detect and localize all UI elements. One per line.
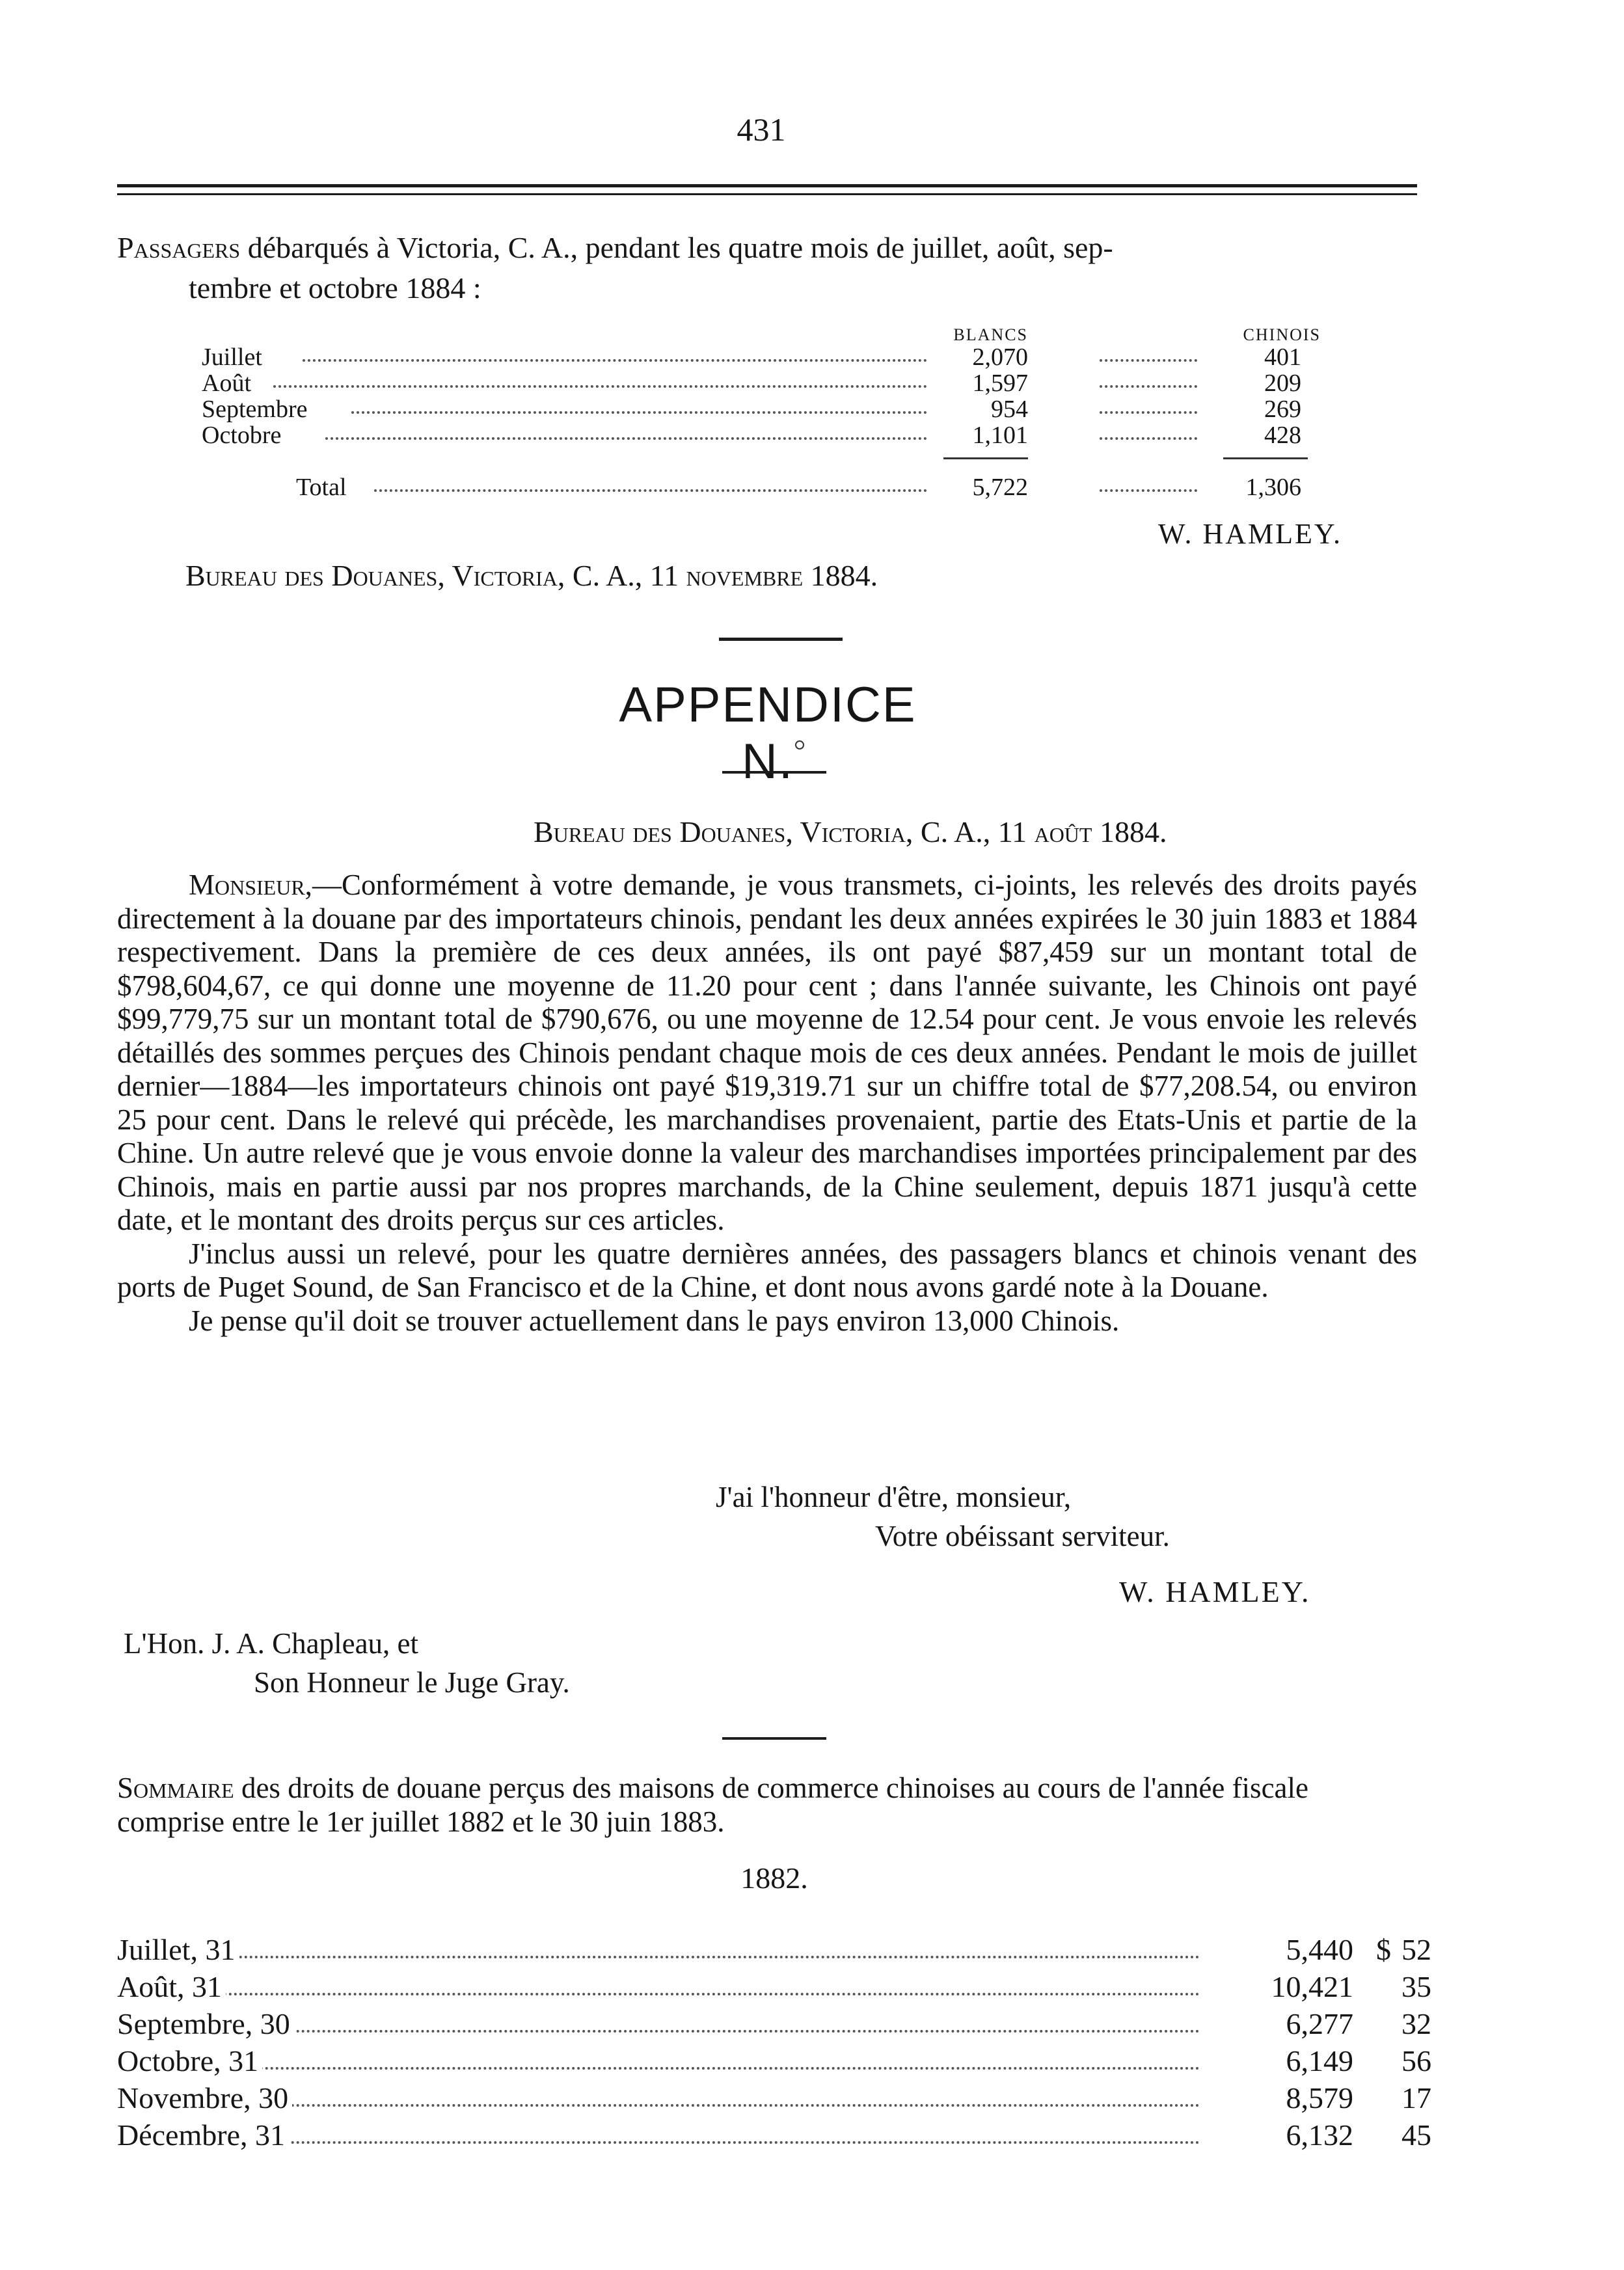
addressee-line-1	[124, 1627, 418, 1660]
passengers-caption	[117, 228, 1417, 308]
total-label: Total	[296, 474, 347, 501]
header-rule-thin	[117, 193, 1417, 195]
total-blancs: 5,722	[972, 474, 1028, 501]
month-label: Octobre	[202, 422, 282, 449]
leader-dots	[273, 385, 927, 388]
chinois-value: 209	[1264, 370, 1301, 397]
letter-body	[117, 869, 1417, 1338]
caption-text-line2: tembre et octobre 1884 :	[189, 271, 481, 304]
summary-row-cents: 35	[1401, 1970, 1431, 2003]
ornament-dot	[795, 740, 804, 750]
closing-line-2: Votre obéissant serviteur.	[875, 1520, 1170, 1552]
passenger-total-row	[0, 475, 1366, 500]
letter-paragraph-3: Je pense qu'il doit se trouver actuellement dans le pays environ 13,000 Chinois.	[189, 1304, 1120, 1337]
summary-row-label: Octobre, 31	[117, 2044, 262, 2079]
paragraph-text: —Conformément à votre demande, je vous transmets, ci-joints, les relevés des droits payés directement à la douane par des importateurs chinois, pendant les deux années expirées le 30 juin 1883 et 1884 respectivement. Dans la première de ces deux années, ils ont payé $87,459 sur un montant total de $798,604,67, ce qui donne une moyenne de 11.20 pour cent ; dans l'année suivante, les Chinois ont payé $99,779,75 sur un montant total de $790,676, ou une moyenne de 12.54 pour cent. Je vous envoie les relevés détaillés des sommes perçues des Chinois pendant chaque mois de ces deux années. Pendant le mois de juillet dernier—1884—les importateurs chinois ont payé $19,319.71 sur un chiffre total de $77,208.54, ou environ 25 pour cent. Dans le relevé qui précède, les marchandises provenaient, partie des Etats-Unis et partie de la Chine. Un autre relevé que je vous envoie donne la valeur des marchandises importées principalement par des Chinois, mais en partie aussi par nos propres marchands, de la Chine seulement, depuis 1871 jusqu'à cette date, et le montant des droits perçus sur ces articles.	[117, 869, 1417, 1236]
leader-dots	[130, 1993, 1340, 1995]
summary-row-cents: 56	[1401, 2044, 1431, 2077]
leader-dots	[325, 437, 927, 440]
blancs-value: 954	[991, 396, 1028, 423]
appendix-title: APPENDICE N.	[619, 677, 917, 789]
leader-dots	[1100, 437, 1197, 440]
leader-dots	[130, 1956, 1340, 1958]
leader-dots	[1100, 489, 1197, 492]
summary-row-dollars: 8,579	[1200, 2081, 1353, 2116]
closing-line-1: J'ai l'honneur d'être, monsieur,	[716, 1481, 1072, 1513]
page-number: 431	[737, 111, 786, 148]
letter-paragraph-1	[117, 869, 1417, 1237]
summary-row-label: Août, 31	[117, 1969, 226, 2005]
summary-row-label: Septembre, 30	[117, 2007, 294, 2042]
leader-dots	[1100, 359, 1197, 362]
month-label: Août	[202, 370, 251, 397]
sum-rule	[1223, 457, 1308, 459]
summary-row-cents: 17	[1401, 2081, 1431, 2115]
caption-lead: Passagers	[117, 231, 241, 264]
chinois-value: 269	[1264, 396, 1301, 423]
summary-title	[117, 1771, 1417, 1839]
summary-row-label: Juillet, 31	[117, 1932, 239, 1967]
leader-dots	[303, 359, 927, 362]
section-rule	[722, 771, 826, 774]
addressee-text: Son Honneur le Juge Gray.	[254, 1666, 570, 1699]
leader-dots	[130, 2104, 1340, 2107]
chinois-value: 428	[1264, 422, 1301, 449]
chinois-value: 401	[1264, 344, 1301, 371]
passenger-row	[0, 423, 1366, 448]
summary-row	[117, 1969, 1431, 2005]
summary-row-dollars: 5,440	[1200, 1932, 1353, 1967]
leader-dots	[1100, 411, 1197, 414]
section-rule	[719, 638, 843, 641]
summary-row-dollars: 10,421	[1200, 1969, 1353, 2005]
summary-row	[117, 2044, 1431, 2079]
month-label: Septembre	[202, 396, 308, 423]
caption-text: débarqués à Victoria, C. A., pendant les quatre mois de juillet, août, sep-	[240, 231, 1113, 264]
total-chinois: 1,306	[1245, 474, 1301, 501]
summary-row	[117, 1932, 1431, 1967]
passenger-row	[0, 397, 1366, 422]
currency-symbol: $	[1376, 1933, 1391, 1966]
letter-dateline: Bureau des Douanes, Victoria, C. A., 11 août 1884.	[534, 815, 1167, 848]
leader-dots	[351, 411, 927, 414]
leader-dots	[374, 489, 927, 492]
leader-dots	[130, 2141, 1340, 2144]
blancs-value: 1,597	[972, 370, 1028, 397]
summary-year: 1882.	[740, 1861, 808, 1895]
section-rule	[722, 1737, 826, 1740]
summary-title-text: des droits de douane perçus des maisons de commerce chinoises au cours de l'année fiscale comprise entre le 1er juillet 1882 et le 30 juin 1883.	[117, 1772, 1308, 1838]
leader-dots	[130, 2067, 1340, 2070]
addressee-line-2	[254, 1666, 570, 1699]
leader-dots	[130, 2030, 1340, 2033]
sum-rule	[943, 457, 1028, 459]
summary-row	[117, 2007, 1431, 2042]
letter-signature: W. HAMLEY.	[1119, 1575, 1311, 1608]
bureau-dateline: Bureau des Douanes, Victoria, C. A., 11 novembre 1884.	[185, 559, 878, 592]
summary-row	[117, 2081, 1431, 2116]
letter-paragraph-2: J'inclus aussi un relevé, pour les quatre dernières années, des passagers blancs et chinois venant des ports de Puget Sound, de San Francisco et de la Chine, et dont nous avons gardé note à la Douane.	[117, 1237, 1417, 1303]
passenger-row	[0, 345, 1366, 370]
month-label: Juillet	[202, 344, 262, 371]
blancs-value: 1,101	[972, 422, 1028, 449]
summary-lead: Sommaire	[117, 1772, 234, 1804]
summary-row-dollars: 6,277	[1200, 2007, 1353, 2042]
passenger-row	[0, 371, 1366, 396]
salutation: Monsieur,	[189, 869, 312, 901]
summary-row-cents: 52	[1401, 1933, 1431, 1966]
summary-row-dollars: 6,132	[1200, 2118, 1353, 2153]
summary-row-label: Novembre, 30	[117, 2081, 292, 2116]
summary-row-cents: 45	[1401, 2118, 1431, 2152]
summary-row	[117, 2118, 1431, 2153]
column-header-blancs: BLANCS	[953, 325, 1028, 344]
leader-dots	[1100, 385, 1197, 388]
summary-row-label: Décembre, 31	[117, 2118, 289, 2153]
header-rule	[117, 184, 1417, 187]
addressee-text: L'Hon. J. A. Chapleau, et	[124, 1627, 419, 1660]
blancs-value: 2,070	[972, 344, 1028, 371]
summary-row-cents: 32	[1401, 2007, 1431, 2040]
column-header-chinois: CHINOIS	[1243, 325, 1321, 344]
summary-row-dollars: 6,149	[1200, 2044, 1353, 2079]
signature-hamley: W. HAMLEY.	[1158, 518, 1343, 550]
